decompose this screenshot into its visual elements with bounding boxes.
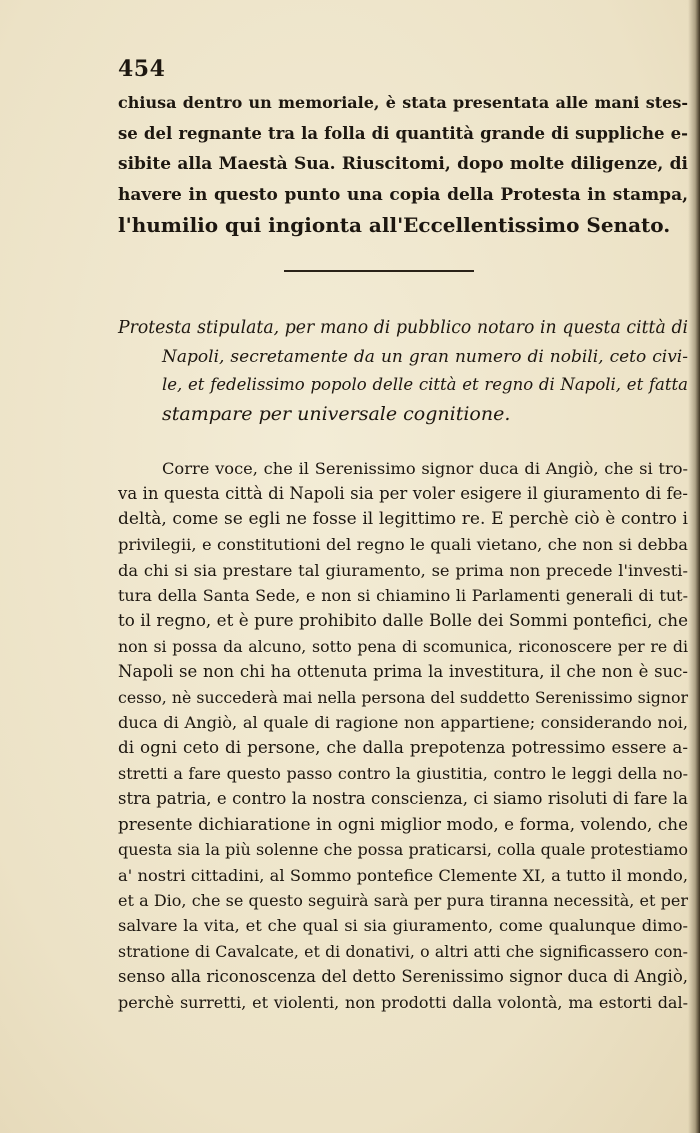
text-line: to il regno, et è pure prohibito dalle Bolle dei Sommi pontefici, che bbox=[118, 610, 688, 631]
text-line: perchè surretti, et violenti, non prodotti dalla volontà, ma estorti dal- bbox=[118, 992, 688, 1012]
text-line: da chi si sia prestare tal giuramento, se prima non precede l'investi- bbox=[118, 560, 688, 580]
text-line: sibite alla Maestà Sua. Riuscitomi, dopo molte diligenze, di bbox=[118, 154, 688, 174]
text-line: havere in questo punto una copia della Protesta in stampa, bbox=[118, 184, 688, 205]
text-line: se del regnante tra la folla di quantità grande di suppliche e- bbox=[118, 123, 688, 143]
text-line: l'humilio qui ingionta all'Eccellentissimo Senato. bbox=[118, 213, 671, 237]
heading-line: stampare per universale cognitione. bbox=[162, 402, 511, 425]
text-line: tura della Santa Sede, e non si chiamino li Parlamenti generali di tut- bbox=[118, 586, 688, 606]
text-line: stratione di Cavalcate, et di donativi, o altri atti che significassero con- bbox=[118, 941, 688, 961]
text-line: et a Dio, che se questo seguirà sarà per pura tiranna necessità, et per bbox=[118, 890, 688, 910]
section-heading bbox=[118, 314, 688, 428]
page-edge-shadow bbox=[688, 0, 700, 1133]
text-line: a' nostri cittadini, al Sommo pontefice Clemente XI, a tutto il mondo, bbox=[118, 865, 688, 885]
text-line: senso alla riconoscenza del detto Serenissimo signor duca di Angiò, bbox=[118, 967, 688, 987]
text-line: stretti a fare questo passo contro la giustitia, contro le leggi della no- bbox=[118, 763, 688, 783]
text-line: Corre voce, che il Serenissimo signor duca di Angiò, che si tro- bbox=[162, 459, 688, 478]
heading-line: le, et fedelissimo popolo delle città et regno di Napoli, et fatta bbox=[162, 375, 688, 394]
text-line: chiusa dentro un memoriale, è stata presentata alle mani stes- bbox=[118, 93, 688, 112]
text-line: deltà, come se egli ne fosse il legittimo re. E perchè ciò è contro i bbox=[118, 508, 688, 529]
text-line: presente dichiaratione in ogni miglior modo, e forma, volendo, che bbox=[118, 813, 688, 834]
heading-line: Protesta stipulata, per mano di pubblico notaro in questa città di bbox=[118, 318, 688, 338]
text-line: duca di Angiò, al quale di ragione non appartiene; considerando noi, bbox=[118, 713, 688, 733]
body-paragraph bbox=[118, 456, 688, 1015]
page-number: 454 bbox=[118, 56, 166, 82]
text-line: questa sia la più solenne che possa praticarsi, colla quale protestiamo bbox=[118, 840, 688, 860]
text-line: privilegii, e constitutioni del regno le quali vietano, che non si debba bbox=[118, 535, 688, 555]
heading-line: Napoli, secretamente da un gran numero di nobili, ceto civi- bbox=[162, 346, 688, 367]
text-line: non si possa da alcuno, sotto pena di scomunica, riconoscere per re di bbox=[118, 636, 688, 656]
text-line: salvare la vita, et che qual si sia giuramento, come qualunque dimo- bbox=[118, 916, 688, 936]
text-line: cesso, nè succederà mai nella persona del suddetto Serenissimo signor bbox=[118, 687, 688, 707]
text-line: Napoli se non chi ha ottenuta prima la investitura, il che non è suc- bbox=[118, 662, 688, 682]
top-paragraph bbox=[118, 88, 688, 241]
text-line: stra patria, e contro la nostra conscienza, ci siamo risoluti di fare la bbox=[118, 789, 688, 809]
text-line: va in questa città di Napoli sia per voler esigere il giuramento di fe- bbox=[118, 484, 688, 504]
section-divider bbox=[284, 270, 474, 272]
text-line: di ogni ceto di persone, che dalla prepotenza potressimo essere a- bbox=[118, 737, 688, 758]
